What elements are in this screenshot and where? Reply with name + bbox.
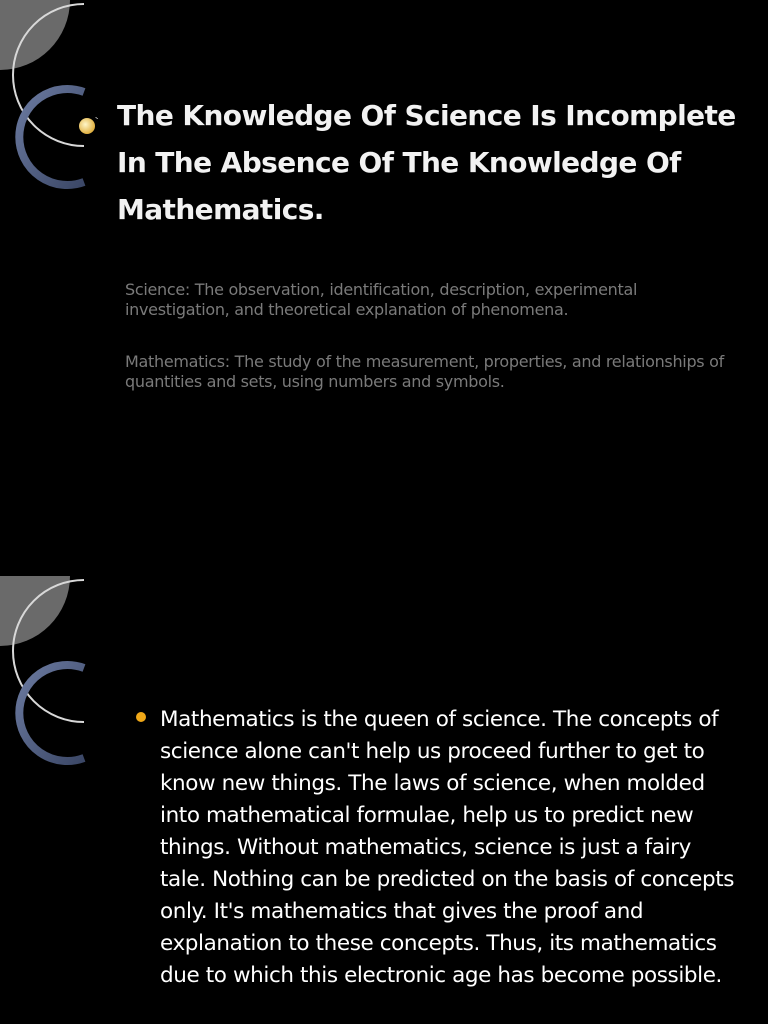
- slide-title: The Knowledge Of Science Is Incomplete In The Absence Of The Knowledge Of Mathematics.: [117, 99, 736, 226]
- bullet-item: [136, 704, 736, 992]
- science-definition: Science: The observation, identification, description, experimental investigation, and theoretical explanation of phenomena.: [125, 280, 638, 319]
- slide-2: [0, 576, 768, 1024]
- bullet-dot-icon: [136, 712, 146, 722]
- bullet-text: Mathematics is the queen of science. The concepts of science alone can't help us proceed further to get to know new things. The laws of science, when molded into mathematical formulae, help us to predict new things. Without mathematics, science is just a fairy tale. Nothing can be predicted on the basis of concepts only. It's mathematics that gives the proof and explanation to these concepts. Thus, its mathematics due to which this electronic age has become possible.: [160, 707, 735, 988]
- title-bullet-orb-icon: [78, 117, 98, 137]
- corner-arc-decoration: [0, 0, 90, 200]
- mathematics-definition: Mathematics: The study of the measurement, properties, and relationships of quantities and sets, using numbers and symbols.: [125, 352, 724, 391]
- corner-arc-decoration: [0, 576, 90, 776]
